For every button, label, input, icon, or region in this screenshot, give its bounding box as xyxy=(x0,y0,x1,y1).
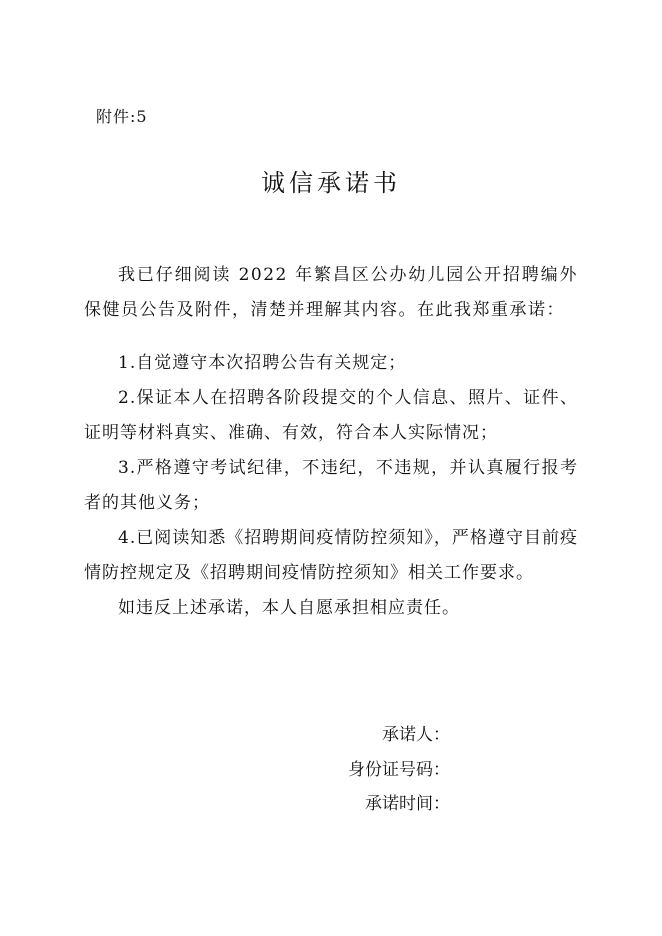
document-title: 诚信承诺书 xyxy=(261,169,401,197)
commitment-item-2: 2.保证本人在招聘各阶段提交的个人信息、照片、证件、证明等材料真实、准确、有效，符合本人实际情况； xyxy=(84,388,578,443)
commitment-item-3: 3.严格遵守考试纪律，不违纪，不违规，并认真履行报考者的其他义务； xyxy=(84,458,578,513)
commitment-item-1: 1.自觉遵守本次招聘公告有关规定； xyxy=(118,353,407,373)
document-body xyxy=(84,258,578,626)
promiser-label: 承诺人： xyxy=(382,725,450,745)
commitment-item-4: 4.已阅读知悉《招聘期间疫情防控须知》，严格遵守目前疫情防控规定及《招聘期间疫情防控须知》相关工作要求。 xyxy=(84,528,578,583)
intro-paragraph: 我已仔细阅读 2022 年繁昌区公办幼儿园公开招聘编外保健员公告及附件，清楚并理解其内容。在此我郑重承诺： xyxy=(84,265,578,320)
closing-statement: 如违反上述承诺，本人自愿承担相应责任。 xyxy=(118,598,460,618)
attachment-label: 附件:5 xyxy=(96,107,148,126)
date-label: 承诺时间： xyxy=(365,794,450,814)
paragraph-gap xyxy=(84,328,578,346)
id-number-label: 身份证号码： xyxy=(348,760,450,780)
